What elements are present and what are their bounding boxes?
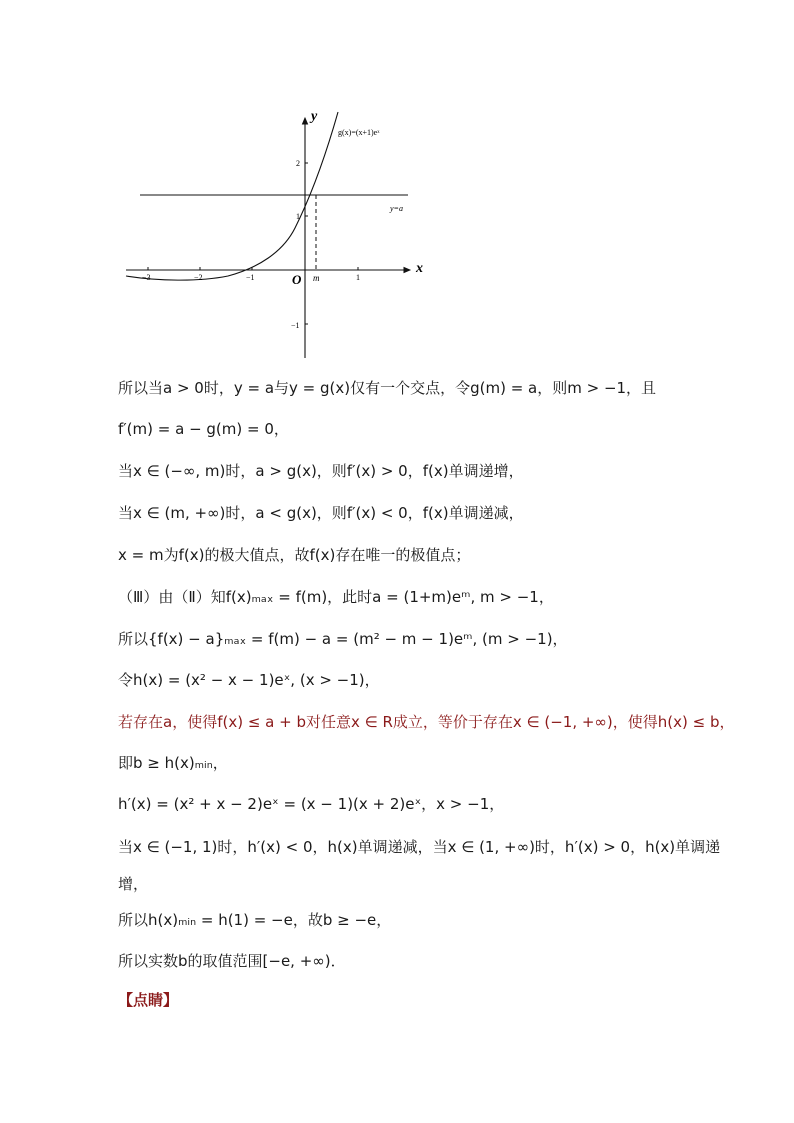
solution-line-11: h′(x) = (x² + x − 2)eˣ = (x − 1)(x + 2)eˣ，x > −1， [118,795,505,813]
solution-line-1: 所以当a > 0时，y = a与y = g(x)仅有一个交点，令g(m) = a，则m > −1，且 [118,379,657,397]
solution-line-14: 所以h(x)ₘᵢₙ = h(1) = −e，故b ≥ −e， [118,911,392,929]
x-tick-label: −3 [142,273,151,282]
m-label: m [313,273,320,283]
solution-line-6: （Ⅲ）由（Ⅱ）知f(x)ₘₐₓ = f(m)，此时a = (1+m)eᵐ, m > −1， [118,588,554,606]
curve-label: g(x)=(x+1)eˣ [338,128,380,137]
x-axis-label: x [416,261,423,276]
solution-line-2: f′(m) = a − g(m) = 0， [118,420,289,438]
x-tick-label: −2 [194,273,203,282]
y-tick-label: 1 [296,212,300,221]
origin-label: O [292,272,302,287]
y-tick-label: 2 [296,159,300,168]
solution-line-10: 即b ≥ h(x)ₘᵢₙ， [118,754,228,772]
y-axis-label: y [311,109,318,124]
y-tick-label: −1 [291,321,300,330]
x-tick-label: −1 [246,273,255,282]
solution-line-13: 增， [118,875,149,893]
solution-line-4: 当x ∈ (m, +∞)时，a < g(x)，则f′(x) < 0，f(x)单调递减， [118,504,524,522]
x-tick-label: 1 [356,273,360,282]
solution-line-12: 当x ∈ (−1, 1)时，h′(x) < 0，h(x)单调递减，当x ∈ (1, +∞)时，h′(x) > 0，h(x)单调递 [118,838,721,856]
solution-line-8: 令h(x) = (x² − x − 1)eˣ, (x > −1)， [118,671,380,689]
section-heading: 【点睛】 [118,991,179,1009]
solution-line-9: 若存在a，使得f(x) ≤ a + b对任意x ∈ R成立，等价于存在x ∈ (−1, +∞)，使得h(x) ≤ b， [118,713,735,731]
line-label: y=a [390,204,403,213]
solution-line-15: 所以实数b的取值范围[−e, +∞)． [118,952,346,970]
solution-line-7: 所以{f(x) − a}ₘₐₓ = f(m) − a = (m² − m − 1)eᵐ, (m > −1)， [118,630,568,648]
function-graph [118,100,428,362]
solution-line-5: x = m为f(x)的极大值点，故f(x)存在唯一的极值点； [118,546,471,564]
solution-line-3: 当x ∈ (−∞, m)时，a > g(x)，则f′(x) > 0，f(x)单调递增， [118,462,524,480]
curve-g [126,112,338,280]
